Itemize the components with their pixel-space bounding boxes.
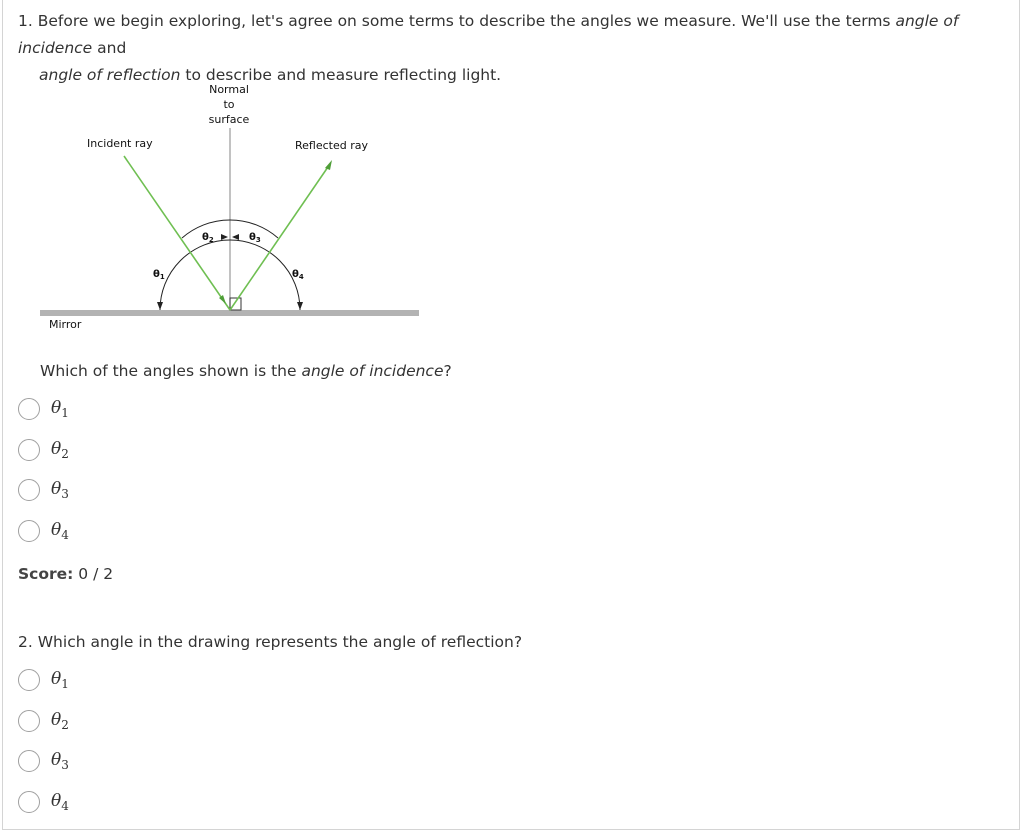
question-2-prompt: Which angle in the drawing represents the angle of reflection? [37,633,523,651]
q2-option-theta3-radio[interactable] [18,750,40,772]
q2-option-theta4[interactable] [18,791,69,813]
question-1-prompt [40,362,452,380]
theta4-arrow [297,302,303,310]
reflected-ray-label: Reflected ray [295,139,368,152]
q2-option-theta1-label: $\theta_1$ [51,669,69,691]
question-2-number: 2. [18,633,33,651]
theta2-label: $\theta_2$ [202,232,214,244]
q2-option-theta4-label: $\theta_4$ [51,790,69,813]
q1-option-theta2[interactable] [18,439,69,461]
q1-option-theta3-radio[interactable] [18,479,40,501]
incident-ray [124,156,230,310]
score-label: Score: [18,565,74,583]
theta4-label: $\theta_4$ [292,269,304,281]
q1-option-theta2-radio[interactable] [18,439,40,461]
theta1-label: $\theta_1$ [153,269,165,281]
prompt-question-mark: ? [443,362,452,380]
reflected-ray [230,164,330,310]
q2-option-theta3[interactable] [18,750,69,772]
theta2-arrow [221,234,228,240]
q1-option-theta1-label: $\theta_1$ [51,398,69,420]
q2-option-theta2-radio[interactable] [18,710,40,732]
normal-label-line-2: to [223,98,235,111]
question-1-options [18,398,69,560]
q1-option-theta3-label: $\theta_3$ [51,479,69,501]
q1-option-theta1[interactable] [18,398,69,420]
q2-option-theta1-radio[interactable] [18,669,40,691]
question-1-number: 1. [18,12,33,30]
prompt-text: Which of the angles shown is the [40,362,297,380]
mirror-surface [40,310,419,316]
score-value: 0 / 2 [78,565,114,583]
question-1-outro: to describe and measure reflecting light. [185,66,502,84]
reflection-diagram-svg [30,76,430,338]
q2-option-theta2-label: $\theta_2$ [51,709,69,732]
q1-option-theta4-label: $\theta_4$ [51,519,69,542]
q1-option-theta1-radio[interactable] [18,398,40,420]
q2-option-theta1[interactable] [18,669,69,691]
normal-label-line-1: Normal [209,83,249,96]
term-angle-of-incidence: angle of incidence [18,12,959,57]
q1-option-theta3[interactable] [18,479,69,501]
theta1-arrow [157,302,163,310]
normal-label-line-3: surface [208,113,250,126]
question-1-intro: Before we begin exploring, let's agree on some terms to describe the angles we measure. We'll use the terms [37,12,891,30]
question-2-options [18,669,69,831]
q2-option-theta3-label: $\theta_3$ [51,750,69,772]
incident-ray-label: Incident ray [87,137,153,150]
term-angle-of-reflection: angle of reflection [39,66,181,84]
q2-option-theta2[interactable] [18,710,69,732]
conjunction: and [97,39,127,57]
question-2-text [18,633,522,651]
q2-option-theta4-radio[interactable] [18,791,40,813]
score [18,565,113,583]
q1-option-theta4[interactable] [18,520,69,542]
theta3-label: $\theta_3$ [249,232,261,244]
q1-option-theta2-label: $\theta_2$ [51,438,69,461]
theta3-arrow [232,234,239,240]
reflection-diagram [30,76,430,338]
mirror-label: Mirror [49,318,82,331]
q1-option-theta4-radio[interactable] [18,520,40,542]
prompt-term: angle of incidence [301,362,444,380]
